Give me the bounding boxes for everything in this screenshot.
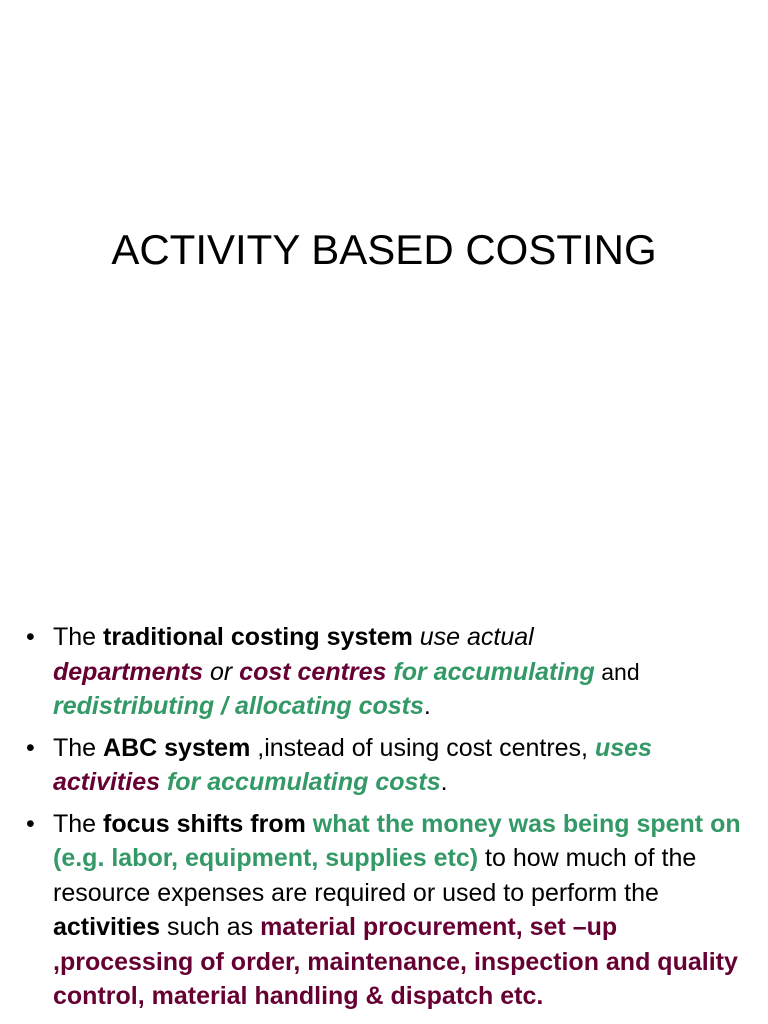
text-segment: .: [440, 768, 448, 796]
text-segment: for accumulating: [386, 657, 595, 686]
text-segment: use actual: [412, 623, 534, 651]
text-segment: ,instead of using cost centres,: [250, 733, 595, 762]
bullet-dot-icon: •: [26, 733, 35, 762]
text-segment: to how much of the resource expenses are required or used to perform the: [53, 844, 697, 907]
slide-title: ACTIVITY BASED COSTING: [111, 226, 657, 273]
text-segment: The: [53, 809, 104, 838]
text-segment: and: [594, 658, 640, 685]
bullet-abc-system: [24, 731, 754, 800]
text-segment: ABC system: [103, 733, 251, 762]
text-segment: redistributing / allocating costs: [53, 692, 424, 720]
text-segment: .: [423, 692, 431, 720]
text-segment: traditional costing system: [103, 623, 413, 651]
text-segment: uses: [594, 733, 652, 762]
bullet-focus-shift: [24, 807, 754, 1014]
text-segment: or: [203, 657, 240, 686]
bullet-list: [24, 620, 754, 1021]
bullet-dot-icon: •: [26, 809, 35, 838]
text-segment: The: [53, 733, 104, 762]
text-segment: cost centres: [239, 657, 387, 686]
text-segment: activities: [53, 913, 161, 941]
text-segment: focus shifts from: [103, 809, 306, 838]
text-segment: departments: [53, 657, 204, 686]
bullet-traditional-costing: [24, 620, 754, 724]
text-segment: such as: [160, 913, 261, 941]
bullet-dot-icon: •: [26, 623, 35, 651]
text-segment: what the money was being spent on (e.g. labor, equipment, supplies etc): [53, 809, 741, 872]
text-segment: The: [53, 623, 104, 651]
text-segment: for accumulating costs: [160, 768, 441, 796]
text-segment: activities: [53, 768, 161, 796]
text-segment: material procurement, set –up ,processing of order, maintenance, inspection and quality control, material handling & dispatch etc.: [53, 913, 738, 1010]
